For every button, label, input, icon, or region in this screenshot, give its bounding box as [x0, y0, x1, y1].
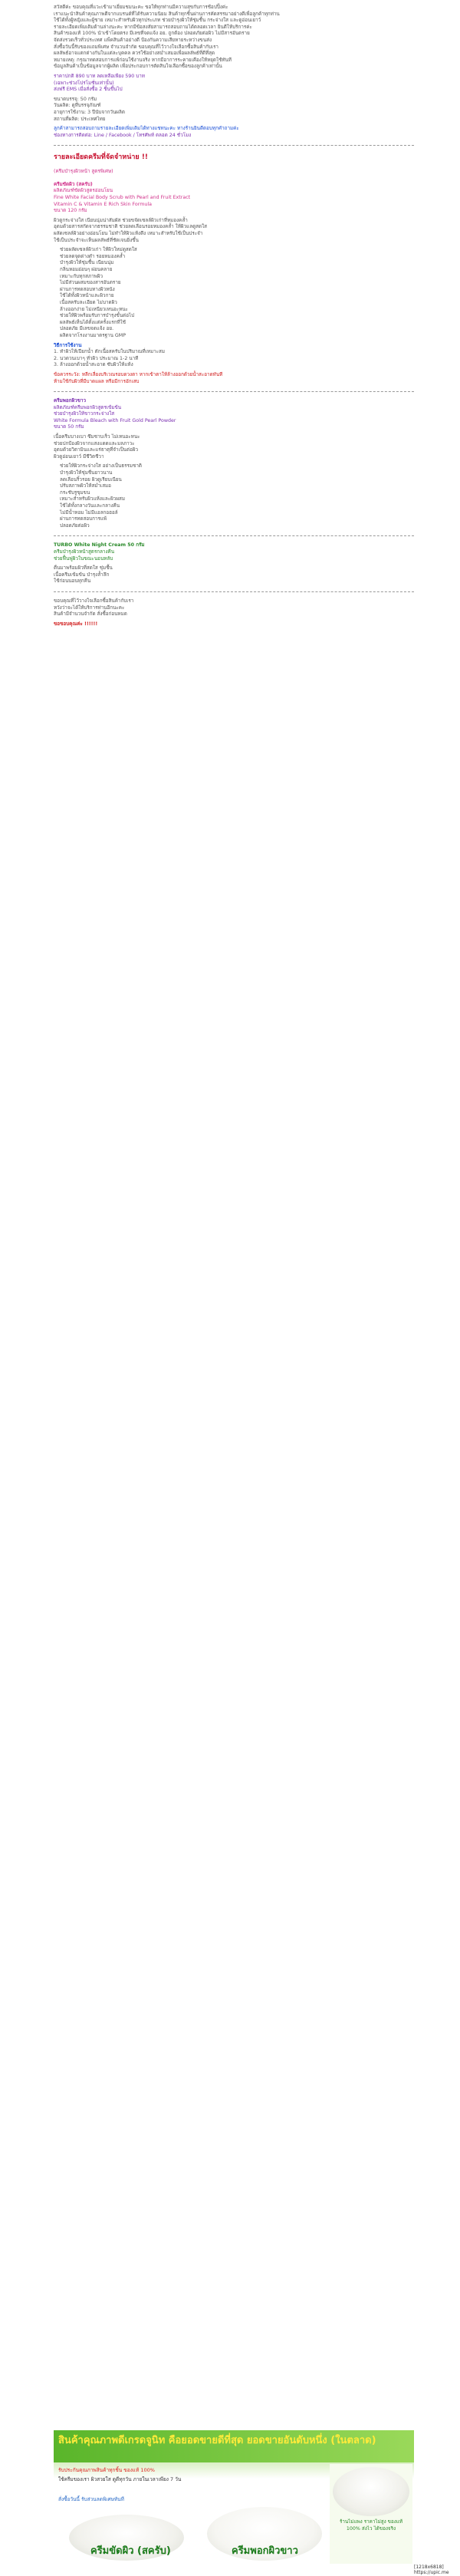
product-line: Vitamin C & Vitamin E Rich Skin Formula	[54, 201, 152, 207]
list-item: ผ่านการทดสอบการแพ้	[60, 516, 107, 522]
price-line: ส่งฟรี EMS เมื่อสั่งซื้อ 2 ชิ้นขึ้นไป	[54, 87, 123, 93]
spec-line: อายุการใช้งาน: 3 ปีนับจากวันผลิต	[54, 109, 125, 115]
list-item: ใช้ได้ทั้งกลางวันและกลางคืน	[60, 503, 120, 509]
product-line: ผลิตภัณฑ์ครีมพอกผิวสูตรเข้มข้น	[54, 404, 122, 410]
closing-line: หวังว่าจะได้ให้บริการท่านอีกนะคะ	[54, 604, 125, 611]
divider	[54, 535, 414, 536]
spec-section	[54, 97, 414, 123]
intro-line: หมายเหตุ: กรุณาทดสอบการแพ้ก่อนใช้งานจริง หากมีอาการระคายเคืองให้หยุดใช้ทันที	[54, 57, 232, 63]
product-line: ช่วยฟื้นฟูผิวในขณะนอนหลับ	[54, 555, 113, 562]
list-item: กลิ่นหอมอ่อนๆ ผ่อนคลาย	[60, 267, 113, 272]
side-promo	[330, 2464, 412, 2564]
howto-line: 3. ล้างออกด้วยน้ำสะอาด ซับผิวให้แห้ง	[54, 362, 133, 368]
product-line: White Formula Bleach with Fruit Gold Pearl Powder	[54, 417, 176, 423]
note-line: ลูกค้าสามารถสอบถามรายละเอียดเพิ่มเติมได้ทางแชทนะคะ ทางร้านยินดีตอบทุกคำถามค่ะ	[54, 126, 239, 132]
cream-image	[333, 2467, 409, 2516]
warning-line: ข้อควรระวัง: หลีกเลี่ยงบริเวณรอบดวงตา หากเข้าตาให้ล้างออกด้วยน้ำสะอาดทันที	[54, 371, 223, 377]
list-item: ช่วยให้ผิวพร้อมรับการบำรุงขั้นต่อไป	[60, 313, 135, 319]
product-desc: ช่วยปกป้องผิวจากแสงแดดและมลภาวะ	[54, 440, 135, 446]
banner-text: ใช้ครีมของเรา ผิวสวยใส ดูดีทุกวัน ภายในเวลาเพียง 7 วัน	[58, 2476, 182, 2482]
list-item: เหมาะกับทุกสภาพผิว	[60, 273, 104, 279]
product-desc: ผิวดูกระจ่างใส เนียนนุ่มน่าสัมผัส ช่วยขจัดเซลล์ผิวเก่าที่หมองคล้ำ	[54, 217, 188, 223]
intro-line: ใช้ได้ทั้งผู้หญิงและผู้ชาย เหมาะสำหรับผิวทุกประเภท ช่วยบำรุงผิวให้ชุ่มชื้น กระจ่างใส และดูอ่อนเยาว์	[54, 18, 261, 24]
list-item: ปลอดภัย มีเลขจดแจ้ง อย.	[60, 326, 114, 332]
intro-line: จัดส่งรวดเร็วทั่วประเทศ แพ็คสินค้าอย่างดี ป้องกันความเสียหายระหว่างขนส่ง	[54, 37, 212, 43]
product-night-cream	[54, 542, 414, 585]
price-section	[54, 74, 414, 94]
document-body	[54, 5, 414, 628]
feature-list	[54, 247, 414, 339]
product-line: ขนาด 120 กรัม	[54, 208, 87, 214]
product-title: ครีมพอกผิวขาว	[54, 398, 87, 404]
product-line: Fine White Facial Body Scrub with Pearl and Fruit Extract	[54, 195, 191, 201]
list-item: ช่วยให้ผิวกระจ่างใส อย่างเป็นธรรมชาติ	[60, 463, 142, 469]
divider	[54, 391, 414, 392]
howto-line: 2. นวดวนเบาๆ ทั่วผิว ประมาณ 1-2 นาที	[54, 355, 139, 361]
section-heading: รายละเอียดครีมที่จัดจำหน่าย !!	[54, 153, 149, 162]
intro-line: ผลลัพธ์อาจแตกต่างกันในแต่ละบุคคล ควรใช้อย่างสม่ำเสมอเพื่อผลลัพธ์ที่ดีที่สุด	[54, 51, 215, 57]
spec-line: สถานที่ผลิต: ประเทศไทย	[54, 116, 106, 122]
list-item: ไม่มีส่วนผสมของสารอันตราย	[60, 280, 121, 286]
product-desc: อุดมด้วยวิตามินและแร่ธาตุที่จำเป็นต่อผิว	[54, 447, 139, 453]
price-line: ราคาปกติ 890 บาท ลดเหลือเพียง 590 บาท	[54, 73, 145, 79]
list-item: เนื้อสครับละเอียด ไม่บาดผิว	[60, 299, 117, 305]
closing-section	[54, 598, 414, 628]
product-desc: ใช้ก่อนนอนทุกคืน	[54, 578, 91, 585]
product-desc: ผิวดูอ่อนเยาว์ มีชีวิตชีวา	[54, 453, 104, 460]
list-item: ผ่านการทดสอบทางผิวหนัง	[60, 286, 115, 292]
product-title: ครีมขัดผิว (สครับ)	[54, 181, 93, 187]
closing-thanks: ขอขอบคุณค่ะ !!!!!!	[54, 621, 98, 627]
promo-banner	[54, 2430, 414, 2568]
list-item: ผลิตจากโรงงานมาตรฐาน GMP	[60, 332, 127, 338]
list-item: บำรุงผิวให้ชุ่มชื้น เนียนนุ่ม	[60, 260, 114, 266]
list-item: ลดเลือนริ้วรอย ผิวดูเรียบเนียน	[60, 476, 122, 483]
cream-label: ครีมขัดผิว (สครับ)	[90, 2545, 171, 2557]
spec-line: ขนาดบรรจุ: 50 กรัม	[54, 96, 97, 102]
intro-line: สินค้าของแท้ 100% นำเข้าโดยตรง มีเลขที่จดแจ้ง อย. ถูกต้อง ปลอดภัยต่อผิว ไม่มีสารอันตราย	[54, 31, 250, 37]
price-line: (เฉพาะช่วงโปรโมชั่นเท่านั้น)	[54, 80, 114, 86]
banner-title: สินค้าคุณภาพดีเกรดจูนิท คือยอดขายดีที่สุด ยอดขายอันดับหนึ่ง (ในตลาด)	[58, 2435, 376, 2446]
product-desc: ผลัดเซลล์ผิวอย่างอ่อนโยน ไม่ทำให้ผิวแห้งตึง เหมาะสำหรับใช้เป็นประจำ	[54, 231, 203, 237]
product-desc: ใช้เป็นประจำจะเห็นผลลัพธ์ที่ชัดเจนยิ่งขึ้น	[54, 237, 139, 243]
product-desc: เนื้อครีมบางเบา ซึมซาบเร็ว ไม่เหนอะหนะ	[54, 434, 140, 440]
divider	[54, 591, 414, 592]
section-subheading: (ครีมบำรุงผิวหน้า สูตรพิเศษ)	[54, 169, 113, 175]
product-title: TURBO White Night Cream 50 กรัม	[54, 542, 145, 548]
intro-line: เราแนะนำสินค้าคุณภาพดีจากแบรนด์ที่ได้รับความนิยม สินค้าทุกชิ้นผ่านการคัดสรรมาอย่างดีเพื่อลูกค้าทุกท่าน	[54, 11, 280, 17]
list-item: ช่วยลดจุดด่างดำ รอยหมองคล้ำ	[60, 253, 126, 259]
product-scrub	[54, 182, 414, 385]
cream-label: ครีมพอกผิวขาว	[232, 2545, 298, 2557]
banner-subtitle: รับประกันคุณภาพสินค้าทุกชิ้น ของแท้ 100%	[58, 2467, 155, 2473]
side-promo-text: ร้านไม่แพง ราคาไม่สูง ของแท้ 100% ส่งไว ได้ของจริง	[339, 2519, 403, 2532]
product-desc: อุดมด้วยสารสกัดจากธรรมชาติ ช่วยลดเลือนรอยหมองคล้ำ ให้ผิวแลดูสดใส	[54, 224, 208, 230]
list-item: กระชับรูขุมขน	[60, 489, 90, 496]
list-item: ปรับสภาพผิวให้สม่ำเสมอ	[60, 483, 111, 489]
contact-line: ช่องทางการติดต่อ: Line / Facebook / โทรศัพท์ ตลอด 24 ชั่วโมง	[54, 132, 192, 138]
list-item: ปลอดภัยต่อผิว	[60, 522, 90, 529]
howto-line: 1. ทำผิวให้เปียกน้ำ ตักเนื้อสครับในปริมาณที่เหมาะสม	[54, 349, 166, 355]
spec-line: วันผลิต: ดูที่บรรจุภัณฑ์	[54, 103, 101, 109]
product-line: ช่วยบำรุงผิวให้ขาวกระจ่างใส	[54, 411, 115, 417]
product-line: ครีมบำรุงผิวหน้าสูตรกลางคืน	[54, 548, 115, 555]
list-item: ล้างออกง่าย ไม่เหนียวเหนอะหนะ	[60, 306, 128, 312]
product-whitening	[54, 398, 414, 529]
watermark: [1218x6818] https://upic.me	[414, 2564, 449, 2575]
list-item: ไม่มีน้ำหอม ไม่มีแอลกอฮอล์	[60, 509, 118, 516]
list-item: เหมาะสำหรับผิวแห้งและผิวผสม	[60, 496, 125, 502]
intro-line: รายละเอียดเพิ่มเติมด้านล่างนะคะ หากมีข้อสงสัยสามารถสอบถามได้ตลอดเวลา ยินดีให้บริการค่ะ	[54, 24, 252, 30]
closing-line: ขอบคุณที่ไว้วางใจเลือกซื้อสินค้ากับเรา	[54, 598, 134, 604]
intro-line: สั่งซื้อวันนี้รับของแถมพิเศษ จำนวนจำกัด ขอบคุณที่ไว้วางใจเลือกซื้อสินค้ากับเรา	[54, 44, 219, 50]
warning-line: ห้ามใช้กับผิวที่มีบาดแผล หรือมีการอักเสบ	[54, 378, 140, 384]
list-item: บำรุงผิวให้ชุ่มชื่นยาวนาน	[60, 470, 113, 476]
list-item: ใช้ได้ทั้งผิวหน้าและผิวกาย	[60, 293, 114, 299]
product-line: ขนาด 50 กรัม	[54, 424, 84, 430]
product-desc: ตื่นมาพร้อมผิวที่สดใส ชุ่มชื้น	[54, 565, 113, 572]
list-item: ช่วยผลัดเซลล์ผิวเก่า ให้ผิวใหม่ดูสดใส	[60, 247, 137, 253]
howto-title: วิธีการใช้งาน	[54, 342, 82, 348]
feature-list	[54, 463, 414, 529]
banner-text: สั่งซื้อวันนี้ รับส่วนลดพิเศษทันที	[58, 2496, 124, 2502]
divider	[54, 145, 414, 146]
product-desc: เนื้อครีมเข้มข้น บำรุงล้ำลึก	[54, 572, 110, 578]
product-line: ผลิตภัณฑ์ขัดผิวสูตรอ่อนโยน	[54, 188, 113, 194]
intro-line: ข้อมูลสินค้าเป็นข้อมูลจากผู้ผลิต เพื่อประกอบการตัดสินใจเลือกซื้อของลูกค้าเท่านั้น	[54, 64, 222, 70]
list-item: ผลลัพธ์เห็นได้ตั้งแต่ครั้งแรกที่ใช้	[60, 319, 126, 325]
closing-line: สินค้ามีจำนวนจำกัด สั่งซื้อก่อนหมด	[54, 611, 127, 618]
intro-line: สวัสดีค่ะ ขอบคุณที่แวะเข้ามาเยี่ยมชมนะคะ ขอให้ทุกท่านมีความสุขกับการช้อปปิ้งค่ะ	[54, 5, 228, 10]
intro-section	[54, 5, 414, 71]
